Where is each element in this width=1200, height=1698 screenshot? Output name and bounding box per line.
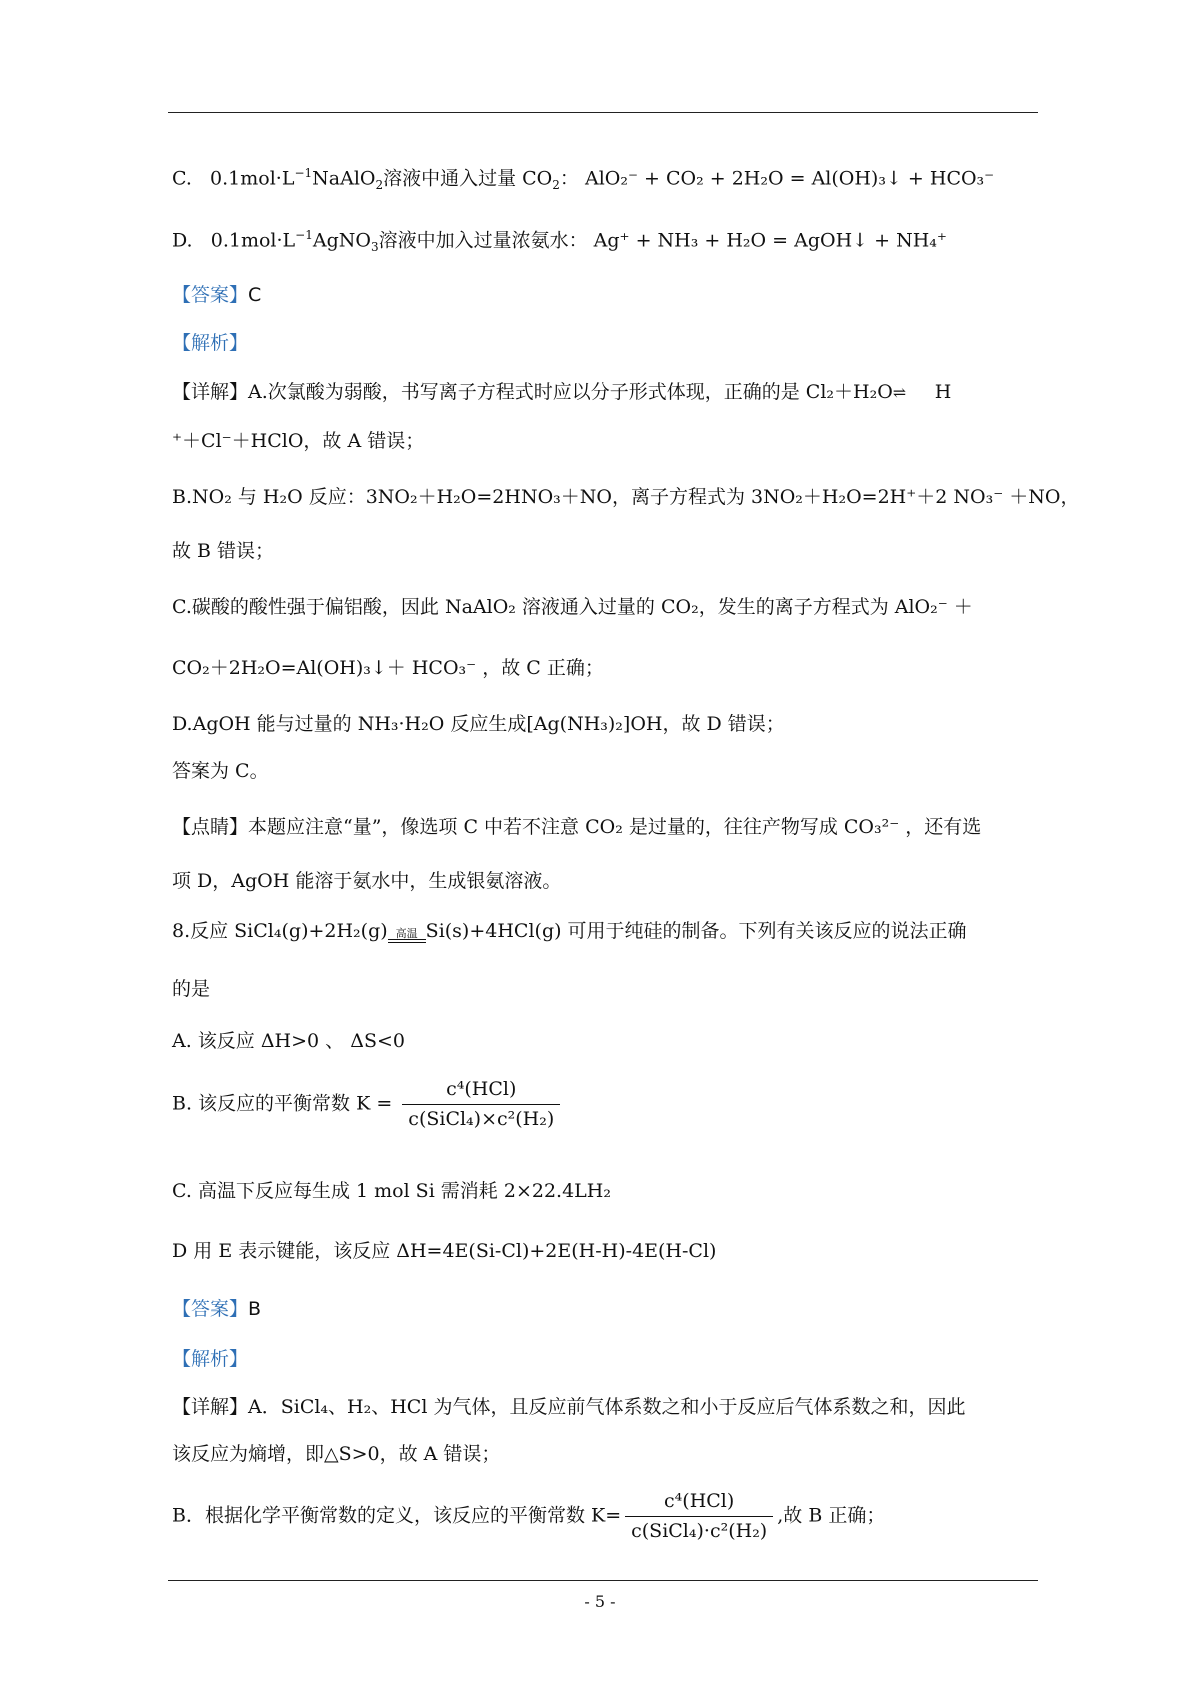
reaction-arrow <box>388 928 426 943</box>
reaction-condition: 高温 <box>395 927 418 940</box>
reversible-arrow-icon: ⇌ <box>892 383 907 403</box>
detail-text: D.AgOH 能与过量的 NH₃·H₂O 反应生成[Ag(NH₃)₂]OH，故 D 错误； <box>172 713 785 735</box>
detail-text: 【详解】A.次氯酸为弱酸，书写离子方程式时应以分子形式体现，正确的是 Cl₂＋H₂O <box>172 381 893 403</box>
equilibrium-constant-fraction <box>402 1078 560 1131</box>
answer-value: B <box>248 1298 262 1320</box>
page-number: - 5 - <box>584 1592 616 1611</box>
colon: ： <box>559 167 579 190</box>
detail-text: B．根据化学平衡常数的定义，该反应的平衡常数 K= <box>172 1504 622 1527</box>
subscript: 2 <box>375 178 384 193</box>
denominator: c(SiCl₄)×c²(H₂) <box>408 1107 555 1130</box>
detail-text: ⁺＋Cl⁻＋HClO，故 A 错误； <box>172 430 425 452</box>
option-text: D 用 E 表示键能，该反应 ΔH=4E(Si-Cl)+2E(H-H)-4E(H-Cl) <box>172 1240 717 1262</box>
note-text: 【点睛】本题应注意“量”，像选项 C 中若不注意 CO₂ 是过量的，往往产物写成 CO₃²⁻ ，还有选 <box>172 816 982 838</box>
header-rule <box>168 112 1038 113</box>
analysis-line-1 <box>172 332 248 355</box>
detail-1d <box>172 540 274 563</box>
option-text: A. 该反应 ΔH>0 、 ΔS<0 <box>172 1030 405 1052</box>
answer-line-2 <box>172 1298 261 1321</box>
footer-rule <box>168 1580 1038 1581</box>
detail-2b <box>172 1443 500 1466</box>
analysis-line-2 <box>172 1348 248 1371</box>
detail-text: ,故 B 正确； <box>777 1504 886 1527</box>
detail-1a <box>172 381 951 404</box>
detail-1g <box>172 713 785 736</box>
analysis-tag: 【解析】 <box>172 332 249 354</box>
detail-text: 【详解】A．SiCl₄、H₂、HCl 为气体，且反应前气体系数之和小于反应后气体系数之和，因此 <box>172 1396 966 1418</box>
detail-text: C.碳酸的酸性强于偏铝酸，因此 NaAlO₂ 溶液通入过量的 CO₂，发生的离子方程式为 AlO₂⁻ ＋ <box>172 596 973 618</box>
detail-1f <box>172 657 604 680</box>
detail-1h <box>172 760 269 783</box>
note-1a <box>172 816 981 839</box>
question-text: 8.反应 SiCl₄(g)+2H₂(g) <box>172 920 388 942</box>
question-text: Si(s)+4HCl(g) 可用于纯硅的制备。下列有关该反应的说法正确 <box>425 920 967 942</box>
question-text: 的是 <box>172 978 211 1000</box>
detail-1e <box>172 596 973 619</box>
answer-tag: 【答案】 <box>172 1298 249 1320</box>
ionic-equation: Ag⁺ + NH₃ + H₂O = AgOH↓ + NH₄⁺ <box>593 229 947 252</box>
ionic-equation: AlO₂⁻ + CO₂ + 2H₂O = Al(OH)₃↓ + HCO₃⁻ <box>584 167 995 190</box>
option-label: C. <box>172 167 192 190</box>
detail-1b <box>172 430 424 453</box>
answer-tag: 【答案】 <box>172 284 249 306</box>
question-8-line-2 <box>172 978 210 1001</box>
option-c <box>172 1180 611 1203</box>
answer-value: C <box>248 284 262 306</box>
denominator: c(SiCl₄)·c²(H₂) <box>631 1519 768 1542</box>
analysis-tag: 【解析】 <box>172 1348 249 1370</box>
answer-line-1 <box>172 284 261 307</box>
detail-text: 该反应为熵增，即△S>0，故 A 错误； <box>172 1443 501 1465</box>
numerator: c⁴(HCl) <box>402 1078 560 1105</box>
detail-2a <box>172 1396 965 1419</box>
concentration: 0.1mol·L <box>210 229 296 252</box>
superscript: −1 <box>295 228 313 242</box>
option-a <box>172 1030 405 1053</box>
description: 溶液中通入过量 CO <box>383 167 553 190</box>
option-text: C. 高温下反应每生成 1 mol Si 需消耗 2×22.4LH₂ <box>172 1180 611 1202</box>
detail-text: 答案为 C。 <box>172 760 269 782</box>
detail-text-end: H <box>934 381 952 403</box>
option-label: D. <box>172 229 193 252</box>
note-1b <box>172 870 561 893</box>
superscript: −1 <box>294 166 313 180</box>
detail-text: B.NO₂ 与 H₂O 反应：3NO₂＋H₂O=2HNO₃＋NO，离子方程式为 3NO₂＋H₂O=2H⁺＋2 NO₃⁻ ＋NO， <box>172 486 1080 508</box>
concentration: 0.1mol·L <box>210 167 295 190</box>
numerator: c⁴(HCl) <box>625 1490 773 1517</box>
option-text: B. 该反应的平衡常数 K = <box>172 1092 393 1115</box>
formula: AgNO <box>312 229 371 252</box>
option-d <box>172 1240 716 1263</box>
option-b <box>172 1078 564 1131</box>
option-d-line <box>172 228 947 255</box>
detail-1c <box>172 486 1080 509</box>
subscript: 3 <box>370 240 379 255</box>
detail-2c <box>172 1490 885 1543</box>
question-8-line-1 <box>172 920 967 943</box>
note-text: 项 D，AgOH 能溶于氨水中，生成银氨溶液。 <box>172 870 562 892</box>
subscript: 2 <box>552 178 560 193</box>
description: 溶液中加入过量浓氨水： <box>378 229 588 252</box>
detail-text: CO₂＋2H₂O=Al(OH)₃↓＋ HCO₃⁻ ，故 C 正确； <box>172 657 604 679</box>
formula: NaAlO <box>312 167 376 190</box>
detail-text: 故 B 错误； <box>172 540 275 562</box>
option-c-line <box>172 166 994 193</box>
equilibrium-constant-fraction <box>625 1490 773 1543</box>
